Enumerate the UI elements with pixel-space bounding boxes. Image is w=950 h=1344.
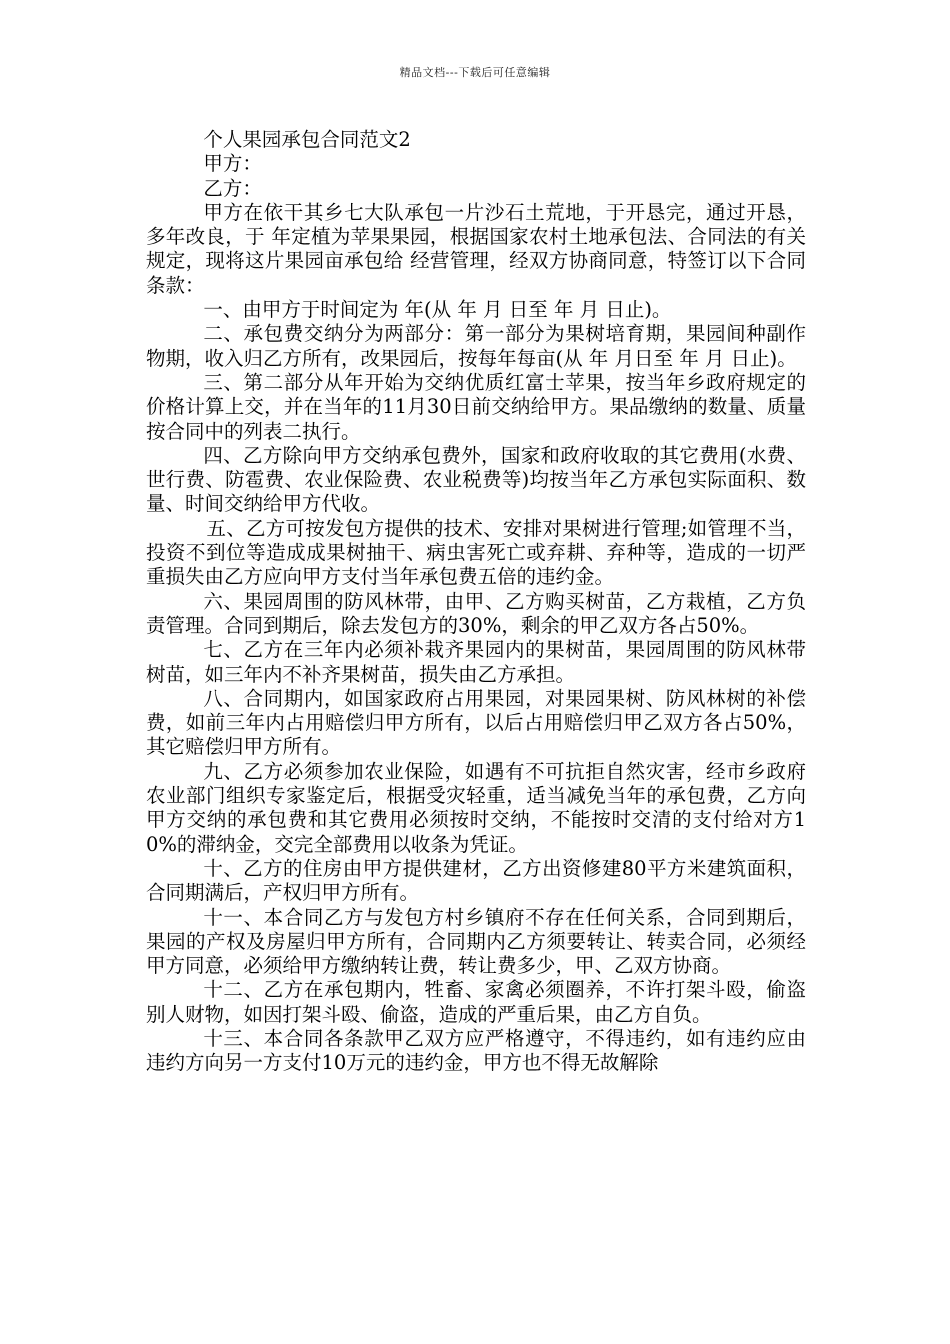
clause-10: 十、乙方的住房由甲方提供建材，乙方出资修建80平方米建筑面积，合同期满后，产权归甲方所有。 (146, 856, 806, 905)
clause-12: 十二、乙方在承包期内，牲畜、家禽必须圈养，不许打架斗殴，偷盗别人财物，如因打架斗殴、偷盗，造成的严重后果，由乙方自负。 (146, 978, 806, 1026)
clause-2: 二、承包费交纳分为两部分：第一部分为果树培育期，果园间种副作物期，收入归乙方所有，改果园后，按每年每亩(从 年 月日至 年 月 日止)。 (146, 322, 806, 370)
party-b-line: 乙方： (203, 176, 262, 200)
clause-4: 四、乙方除向甲方交纳承包费外，国家和政府收取的其它费用(水费、世行费、防雹费、农业保险费、农业税费等)均按当年乙方承包实际面积、数量、时间交纳给甲方代收。 (146, 443, 806, 516)
clause-6: 六、果园周围的防风林带，由甲、乙方购买树苗，乙方栽植，乙方负责管理。合同到期后，除去发包方的30%，剩余的甲乙双方各占50%。 (146, 589, 806, 637)
document-body (146, 128, 806, 1076)
clause-11: 十一、本合同乙方与发包方村乡镇府不存在任何关系，合同到期后，果园的产权及房屋归甲方所有，合同期内乙方须要转让、转卖合同，必须经甲方同意，必须给甲方缴纳转让费，转让费多少，甲、乙双方协商。 (146, 905, 806, 978)
clause-5: 五、乙方可按发包方提供的技术、安排对果树进行管理;如管理不当，投资不到位等造成成果树抽干、病虫害死亡或弃耕、弃种等，造成的一切严重损失由乙方应向甲方支付当年承包费五倍的违约金。 (146, 516, 806, 589)
clause-9: 九、乙方必须参加农业保险，如遇有不可抗拒自然灾害，经市乡政府农业部门组织专家鉴定后，根据受灾轻重，适当减免当年的承包费，乙方向甲方交纳的承包费和其它费用必须按时交纳，不能按时交清的支付给对方10%的滞纳金，交完全部费用以收条为凭证。 (146, 759, 806, 856)
page-header-note: 精品文档---下载后可任意编辑 (399, 66, 551, 79)
clause-1: 一、由甲方于时间定为 年(从 年 月 日至 年 月 日止)。 (203, 298, 672, 322)
party-a-line: 甲方： (203, 152, 262, 176)
document-title: 个人果园承包合同范文2 (203, 128, 411, 151)
clause-8: 八、合同期内，如国家政府占用果园，对果园果树、防风林树的补偿费，如前三年内占用赔偿归甲方所有，以后占用赔偿归甲乙双方各占50%，其它赔偿归甲方所有。 (146, 686, 806, 759)
clause-3: 三、第二部分从年开始为交纳优质红富士苹果，按当年乡政府规定的价格计算上交，并在当年的11月30日前交纳给甲方。果品缴纳的数量、质量按合同中的列表二执行。 (146, 370, 806, 443)
clause-7: 七、乙方在三年内必须补栽齐果园内的果树苗，果园周围的防风林带树苗，如三年内不补齐果树苗，损失由乙方承担。 (146, 638, 806, 686)
paragraph-intro: 甲方在依干其乡七大队承包一片沙石土荒地，于开恳完，通过开恳，多年改良，于 年定植为苹果果园，根据国家农村土地承包法、合同法的有关规定，现将这片果园亩承包给 经营管理，经双方协商同意，特签订以下合同条款： (146, 200, 806, 297)
clause-13: 十三、本合同各条款甲乙双方应严格遵守，不得违约，如有违约应由违约方向另一方支付10万元的违约金，甲方也不得无故解除 (146, 1026, 806, 1075)
